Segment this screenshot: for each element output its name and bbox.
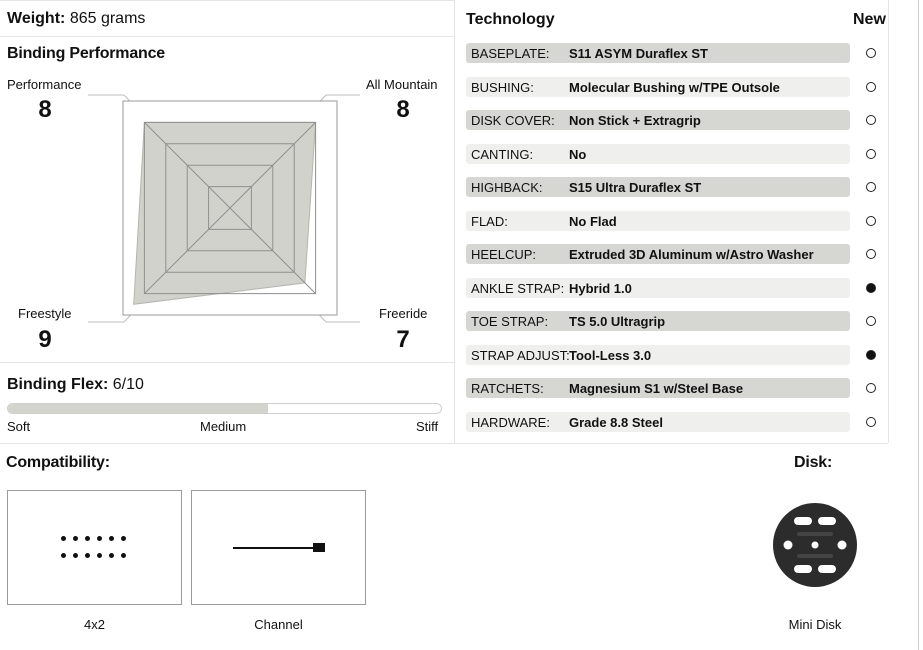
technology-value: Tool-Less 3.0 bbox=[569, 348, 652, 363]
mount-hole bbox=[85, 553, 90, 558]
technology-title: Technology bbox=[466, 11, 555, 28]
channel-end bbox=[313, 543, 325, 552]
flex-bar-fill bbox=[8, 404, 268, 413]
compat-label-4x2: 4x2 bbox=[84, 617, 105, 632]
technology-value: Grade 8.8 Steel bbox=[569, 415, 663, 430]
new-indicator-empty-icon bbox=[866, 383, 876, 393]
compat-label-channel: Channel bbox=[254, 617, 303, 632]
compatibility-title: Compatibility: bbox=[6, 454, 110, 471]
weight-value: 865 grams bbox=[69, 10, 146, 27]
new-indicator-empty-icon bbox=[866, 82, 876, 92]
technology-key: CANTING: bbox=[471, 147, 534, 162]
technology-row bbox=[466, 278, 850, 298]
mount-hole bbox=[73, 553, 78, 558]
axis-value-freeride: 7 bbox=[396, 326, 410, 353]
performance-radar-chart bbox=[0, 0, 455, 363]
technology-row bbox=[466, 177, 850, 197]
technology-key: BUSHING: bbox=[471, 80, 534, 95]
channel-icon bbox=[192, 491, 367, 606]
divider bbox=[888, 0, 889, 443]
technology-value: No Flad bbox=[569, 214, 617, 229]
disk-title: Disk: bbox=[794, 454, 833, 471]
new-indicator-filled-icon bbox=[866, 283, 876, 293]
new-indicator-empty-icon bbox=[866, 216, 876, 226]
technology-key: HARDWARE: bbox=[471, 415, 550, 430]
technology-key: RATCHETS: bbox=[471, 381, 544, 396]
technology-value: Non Stick + Extragrip bbox=[569, 113, 701, 128]
technology-row bbox=[466, 311, 850, 331]
technology-value: Extruded 3D Aluminum w/Astro Washer bbox=[569, 247, 814, 262]
technology-key: DISK COVER: bbox=[471, 113, 555, 128]
technology-row bbox=[466, 144, 850, 164]
mount-hole bbox=[61, 553, 66, 558]
compat-card-4x2 bbox=[7, 490, 182, 605]
technology-row bbox=[466, 378, 850, 398]
technology-key: FLAD: bbox=[471, 214, 508, 229]
axis-value-all-mountain: 8 bbox=[396, 96, 410, 123]
technology-row bbox=[466, 211, 850, 231]
flex-label: Binding Flex: bbox=[7, 376, 109, 393]
axis-label-performance: Performance bbox=[7, 77, 82, 92]
flex-bar bbox=[7, 403, 442, 414]
mount-hole bbox=[97, 536, 102, 541]
technology-row bbox=[466, 110, 850, 130]
new-indicator-empty-icon bbox=[866, 149, 876, 159]
technology-key: ANKLE STRAP: bbox=[471, 281, 565, 296]
mount-hole bbox=[97, 553, 102, 558]
axis-label-all-mountain: All Mountain bbox=[366, 77, 438, 92]
technology-row bbox=[466, 244, 850, 264]
technology-value: TS 5.0 Ultragrip bbox=[569, 314, 666, 329]
technology-key: BASEPLATE: bbox=[471, 46, 550, 61]
mount-hole bbox=[109, 536, 114, 541]
flex-value: 6/10 bbox=[112, 376, 144, 393]
disk-label: Mini Disk bbox=[788, 617, 842, 632]
flex-line bbox=[7, 376, 144, 394]
new-indicator-filled-icon bbox=[866, 350, 876, 360]
new-indicator-empty-icon bbox=[866, 182, 876, 192]
mount-hole bbox=[121, 536, 126, 541]
axis-label-freestyle: Freestyle bbox=[18, 306, 72, 321]
new-indicator-empty-icon bbox=[866, 316, 876, 326]
mount-hole bbox=[61, 536, 66, 541]
technology-key: TOE STRAP: bbox=[471, 314, 549, 329]
technology-row bbox=[466, 412, 850, 432]
technology-key: STRAP ADJUST: bbox=[471, 348, 570, 363]
divider bbox=[918, 0, 919, 650]
technology-value: No bbox=[569, 147, 587, 162]
weight-label: Weight: bbox=[7, 10, 66, 27]
mount-hole bbox=[73, 536, 78, 541]
technology-value: S11 ASYM Duraflex ST bbox=[569, 46, 708, 61]
new-column-header: New bbox=[853, 11, 886, 28]
axis-label-freeride: Freeride bbox=[379, 306, 428, 321]
mount-hole bbox=[109, 553, 114, 558]
new-indicator-empty-icon bbox=[866, 249, 876, 259]
divider bbox=[0, 443, 888, 444]
technology-value: Molecular Bushing w/TPE Outsole bbox=[569, 80, 780, 95]
technology-key: HIGHBACK: bbox=[471, 180, 543, 195]
mount-hole bbox=[85, 536, 90, 541]
axis-value-performance: 8 bbox=[38, 96, 52, 123]
mini-disk-icon bbox=[772, 502, 858, 588]
axis-value-freestyle: 9 bbox=[38, 326, 52, 353]
technology-value: S15 Ultra Duraflex ST bbox=[569, 180, 702, 195]
technology-key: HEELCUP: bbox=[471, 247, 537, 262]
technology-row bbox=[466, 345, 850, 365]
compat-card-channel bbox=[191, 490, 366, 605]
performance-title: Binding Performance bbox=[7, 45, 166, 62]
new-indicator-empty-icon bbox=[866, 115, 876, 125]
new-indicator-empty-icon bbox=[866, 417, 876, 427]
technology-value: Hybrid 1.0 bbox=[569, 281, 632, 296]
mount-hole bbox=[121, 553, 126, 558]
technology-row bbox=[466, 77, 850, 97]
four-by-two-holes-icon bbox=[61, 536, 131, 562]
flex-scale-medium: Medium bbox=[200, 419, 247, 434]
technology-value: Magnesium S1 w/Steel Base bbox=[569, 381, 744, 396]
technology-row bbox=[466, 43, 850, 63]
flex-scale-soft: Soft bbox=[7, 419, 31, 434]
flex-scale-stiff: Stiff bbox=[416, 419, 439, 434]
new-indicator-empty-icon bbox=[866, 48, 876, 58]
